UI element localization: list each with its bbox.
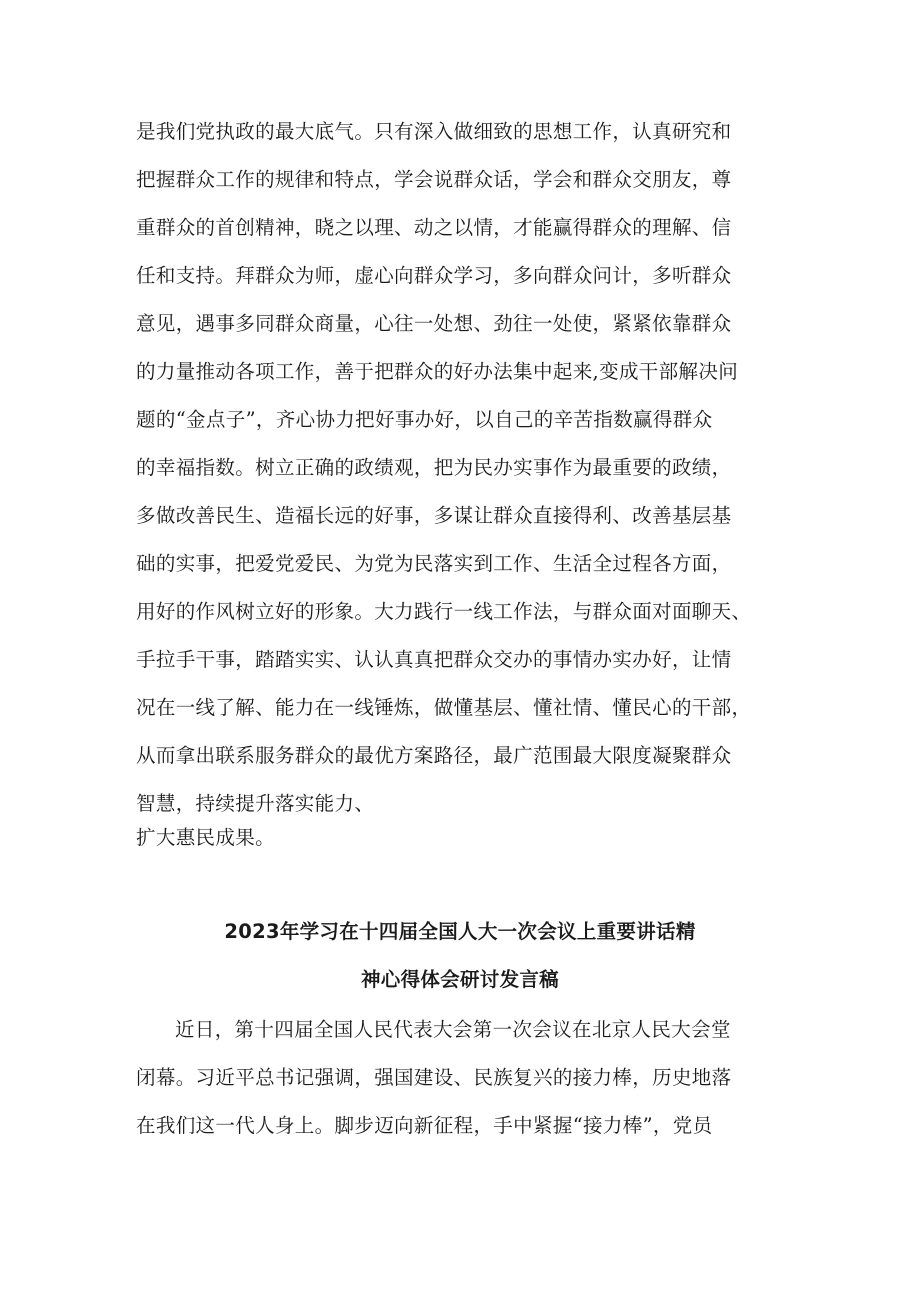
text-line: 闭幕。习近平总书记强调，强国建设、民族复兴的接力棒，历史地落 — [136, 1066, 732, 1089]
text-line: 把握群众工作的规律和特点，学会说群众话，学会和群众交朋友，尊 — [136, 168, 732, 191]
text-line: 的力量推动各项工作，善于把群众的好办法集中起来,变成干部解决问 — [136, 360, 739, 383]
text-line: 重群众的首创精神，晓之以理、动之以情，才能赢得群众的理解、信 — [136, 216, 732, 239]
text-line: 础的实事，把爱党爱民、为党为民落实到工作、生活全过程各方面， — [136, 552, 732, 575]
text-line: 近日，第十四届全国人民代表大会第一次会议在北京人民大会堂 — [175, 1018, 731, 1041]
text-line: 意见，遇事多同群众商量，心往一处想、劲往一处使，紧紧依靠群众 — [136, 312, 732, 335]
title-line: 2023年学习在十四届全国人大一次会议上重要讲话精 — [224, 920, 696, 943]
text-line: 手拉手干事，踏踏实实、认认真真把群众交办的事情办实办好，让情 — [136, 648, 732, 671]
text-line: 从而拿出联系服务群众的最优方案路径，最广范围最大限度凝聚群众 — [136, 744, 732, 767]
title-line: 神心得体会研讨发言稿 — [360, 968, 559, 991]
text-line: 用好的作风树立好的形象。大力践行一线工作法，与群众面对面聊天、 — [136, 600, 752, 623]
text-line: 是我们党执政的最大底气。只有深入做细致的思想工作，认真研究和 — [136, 120, 732, 143]
text-line: 智慧，持续提升落实能力、 — [136, 792, 375, 815]
text-line: 况在一线了解、能力在一线锤炼，做懂基层、懂社情、懂民心的干部， — [136, 696, 752, 719]
text-line: 任和支持。拜群众为师，虚心向群众学习，多向群众问计，多听群众 — [136, 264, 732, 287]
text-line: 扩大惠民成果。 — [136, 826, 275, 849]
text-line: 题的“金点子”，齐心协力把好事办好，以自己的辛苦指数赢得群众 — [136, 408, 713, 431]
text-line: 的幸福指数。树立正确的政绩观，把为民办实事作为最重要的政绩， — [136, 456, 732, 479]
text-line: 多做改善民生、造福长远的好事，多谋让群众直接得利、改善基层基 — [136, 504, 732, 527]
text-line: 在我们这一代人身上。脚步迈向新征程，手中紧握“接力棒”，党员 — [136, 1114, 713, 1137]
